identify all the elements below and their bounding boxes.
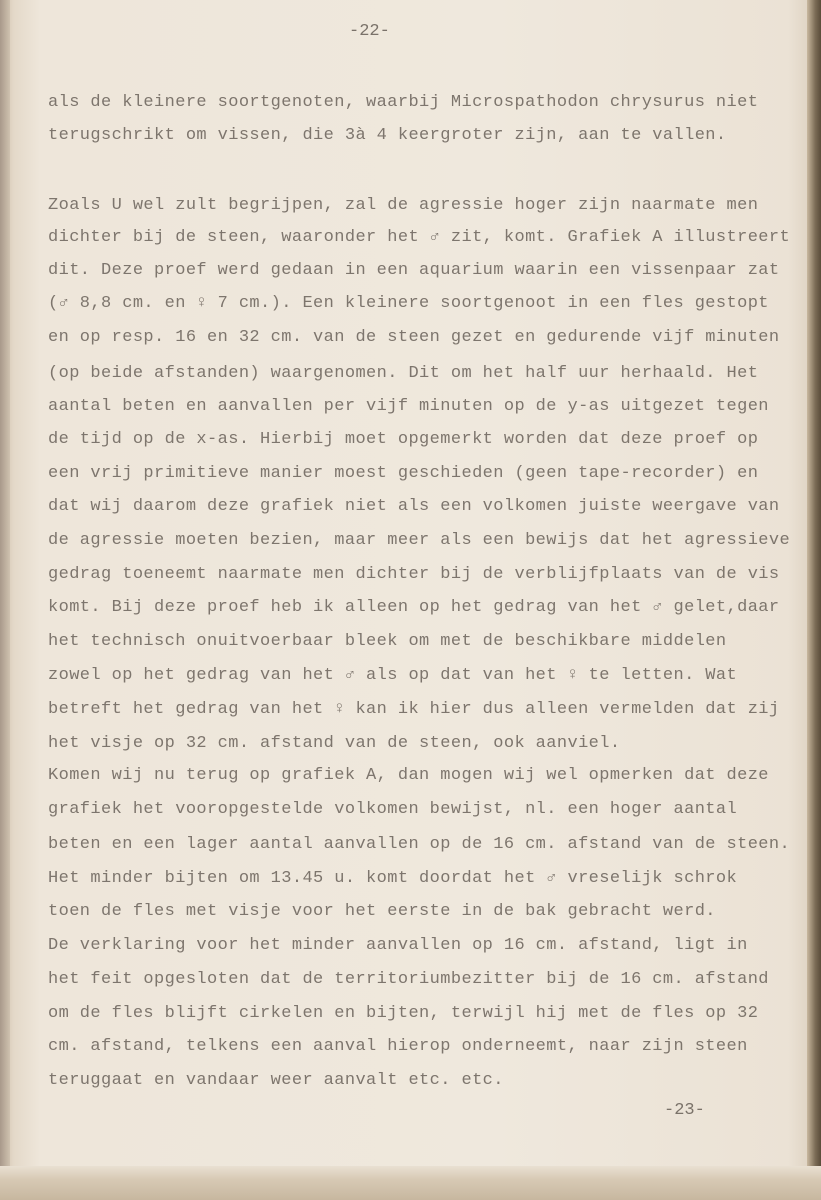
text-line: de agressie moeten bezien, maar meer als een bewijs dat het agressieve bbox=[48, 531, 791, 550]
page-binding bbox=[0, 0, 10, 1200]
text-line: beten en een lager aantal aanvallen op de 16 cm. afstand van de steen. bbox=[48, 835, 791, 854]
text-line: (♂ 8,8 cm. en ♀ 7 cm.). Een kleinere soortgenoot in een fles gestopt bbox=[48, 294, 769, 313]
page-edge-right bbox=[807, 0, 821, 1200]
text-line: een vrij primitieve manier moest geschieden (geen tape-recorder) en bbox=[48, 464, 759, 483]
text-line: het visje op 32 cm. afstand van de steen, ook aanviel. bbox=[48, 734, 621, 753]
text-line: het feit opgesloten dat de territoriumbezitter bij de 16 cm. afstand bbox=[48, 970, 769, 989]
text-line: betreft het gedrag van het ♀ kan ik hier dus alleen vermelden dat zij bbox=[48, 700, 780, 719]
text-line: de tijd op de x-as. Hierbij moet opgemerkt worden dat deze proef op bbox=[48, 430, 759, 449]
text-line: dit. Deze proef werd gedaan in een aquarium waarin een vissenpaar zat bbox=[48, 261, 780, 280]
text-line: De verklaring voor het minder aanvallen op 16 cm. afstand, ligt in bbox=[48, 936, 748, 955]
text-line: grafiek het vooropgestelde volkomen bewijst, nl. een hoger aantal bbox=[48, 800, 738, 819]
text-line: Het minder bijten om 13.45 u. komt doordat het ♂ vreselijk schrok bbox=[48, 869, 738, 888]
text-line: zowel op het gedrag van het ♂ als op dat van het ♀ te letten. Wat bbox=[48, 666, 738, 685]
text-line: het technisch onuitvoerbaar bleek om met de beschikbare middelen bbox=[48, 632, 727, 651]
page-number-header: -22- bbox=[349, 22, 390, 41]
text-line: Komen wij nu terug op grafiek A, dan mogen wij wel opmerken dat deze bbox=[48, 766, 769, 785]
text-line: komt. Bij deze proef heb ik alleen op het gedrag van het ♂ gelet,daar bbox=[48, 598, 780, 617]
text-line: teruggaat en vandaar weer aanvalt etc. etc. bbox=[48, 1071, 504, 1090]
text-line: om de fles blijft cirkelen en bijten, terwijl hij met de fles op 32 bbox=[48, 1004, 759, 1023]
page-edge-bottom bbox=[0, 1166, 821, 1200]
text-line: terugschrikt om vissen, die 3à 4 keergroter zijn, aan te vallen. bbox=[48, 126, 727, 145]
text-line: aantal beten en aanvallen per vijf minuten op de y-as uitgezet tegen bbox=[48, 397, 769, 416]
text-line: toen de fles met visje voor het eerste in de bak gebracht werd. bbox=[48, 902, 716, 921]
text-line: dat wij daarom deze grafiek niet als een volkomen juiste weergave van bbox=[48, 497, 780, 516]
text-line: cm. afstand, telkens een aanval hierop onderneemt, naar zijn steen bbox=[48, 1037, 748, 1056]
text-line: Zoals U wel zult begrijpen, zal de agressie hoger zijn naarmate men bbox=[48, 196, 759, 215]
page-number-footer: -23- bbox=[664, 1101, 705, 1120]
text-line: (op beide afstanden) waargenomen. Dit om het half uur herhaald. Het bbox=[48, 364, 759, 383]
text-line: dichter bij de steen, waaronder het ♂ zit, komt. Grafiek A illustreert bbox=[48, 228, 791, 247]
text-line: gedrag toeneemt naarmate men dichter bij de verblijfplaats van de vis bbox=[48, 565, 780, 584]
text-line: en op resp. 16 en 32 cm. van de steen gezet en gedurende vijf minuten bbox=[48, 328, 780, 347]
text-line: als de kleinere soortgenoten, waarbij Microspathodon chrysurus niet bbox=[48, 93, 759, 112]
